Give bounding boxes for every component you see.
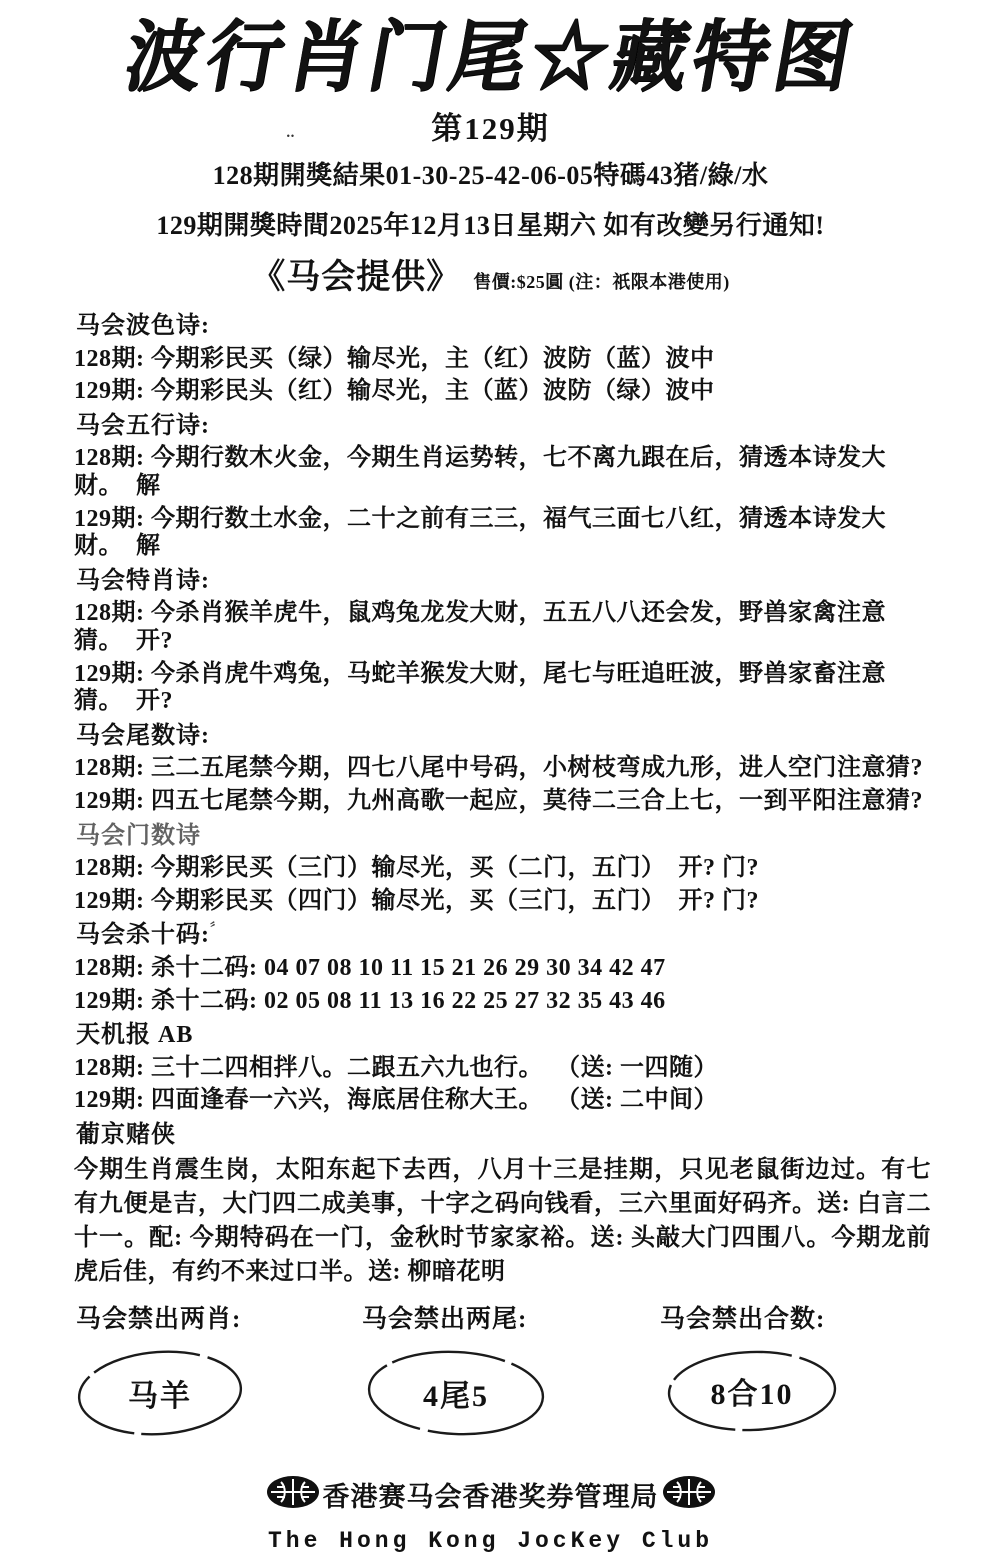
- section-heading: 天机报 AB: [76, 1022, 194, 1049]
- org-row: [265, 1473, 717, 1516]
- poem-line-129: 129期: 今期行数土水金，二十之前有三三，福气三面七八红，猜透本诗发大财。 解: [74, 505, 886, 560]
- previous-draw-result: 128期開獎結果01-30-25-42-06-05特碼43猪/綠/水: [212, 161, 769, 191]
- poem-paragraph: 今期生肖震生岗，太阳东起下去西，八月十三是挂期，只见老鼠街边过。有七有九便是吉，大门四二成美事，十字之码向钱看，三六里面好码齐。送: 白言二十一。配: 今期特码在一门，金秋时节家家裕。送: 头敲大门四围八。今期龙前虎后佳，有约不来过口半。送: 柳暗花明: [74, 1156, 931, 1285]
- poem-line-128: 128期: 三二五尾禁今期，四七八尾中号码，小树枝弯成九形，进人空门注意猜?: [74, 755, 923, 782]
- poem-line-128: 128期: 今杀肖猴羊虎牛，鼠鸡兔龙发大财，五五八八还会发，野兽家禽注意猜。 开?: [74, 600, 886, 655]
- poem-sections: [0, 298, 981, 1289]
- section-heading-text: 马会杀十码:: [76, 922, 210, 949]
- kill-numbers-128: 128期: 杀十二码: 04 07 08 10 11 15 21 26 29 30 34 42 47: [74, 954, 666, 981]
- section-heading: 马会波色诗:: [76, 313, 210, 340]
- poem-line-129: 129期: 今期彩民头（红）输尽光，主（蓝）波防（绿）波中: [74, 378, 715, 405]
- poem-line-128: 128期: 今期彩民买（三门）输尽光，买（二门，五门） 开? 门?: [74, 855, 759, 882]
- poem-line-129: 129期: 今杀肖虎牛鸡兔，马蛇羊猴发大财，尾七与旺追旺波，野兽家畜注意猜。 开?: [74, 660, 886, 715]
- forbidden-sum: [660, 1299, 838, 1433]
- section-bose-poem: [74, 313, 931, 406]
- section-shashima: [74, 922, 931, 1015]
- poem-line-129: 129期: 四面逢春一六兴，海底居住称大王。 （送: 二中间）: [74, 1087, 718, 1114]
- forbidden-sum-oval: [666, 1349, 838, 1433]
- poem-line-129: 129期: 四五七尾禁今期，九州高歌一起应，莫待二三合上七，一到平阳注意猜?: [74, 788, 923, 815]
- issue-row: [0, 103, 981, 148]
- forbidden-label: 马会禁出两肖:: [76, 1305, 242, 1333]
- section-heading: [76, 922, 931, 950]
- org-name-chinese: 香港赛马会香港奖券管理局: [322, 1481, 659, 1512]
- poem-line-128: 128期: 今期行数木火金，今期生肖运势转，七不离九跟在后，猜透本诗发大财。 解: [74, 445, 886, 500]
- forbidden-value: 马羊: [128, 1379, 192, 1413]
- forbidden-value: 8合10: [710, 1377, 794, 1411]
- forbidden-zodiac-oval: [76, 1349, 244, 1437]
- section-heading: 葡京赌侠: [76, 1121, 176, 1148]
- provider-row: [0, 249, 981, 298]
- section-wuxing-poem: [74, 413, 931, 561]
- kill-numbers-129: 129期: 杀十二码: 02 05 08 11 13 16 22 25 27 32 35 43 46: [74, 987, 666, 1014]
- page-title: 波行肖门尾☆藏特图: [118, 15, 863, 101]
- forbidden-label: 马会禁出两尾:: [362, 1305, 528, 1333]
- forbidden-label: 马会禁出合数:: [660, 1305, 826, 1333]
- section-heading: 马会尾数诗:: [76, 722, 210, 749]
- section-heading: 马会五行诗:: [76, 412, 210, 439]
- issue-number: 第129期: [431, 111, 550, 147]
- poem-line-128: 128期: 三十二四相拌八。二跟五六九也行。 （送: 一四随）: [74, 1054, 718, 1081]
- provider-label: 《马会提供》: [251, 259, 462, 297]
- section-weishu-poem: [74, 723, 931, 816]
- next-draw-time: 129期開獎時間2025年12月13日星期六 如有改變另行通知!: [156, 211, 825, 241]
- price-note: 售價:$25圓 (注：祇限本港使用): [473, 272, 730, 293]
- forbidden-two-zodiac: [76, 1299, 244, 1437]
- forbidden-value: 4尾5: [423, 1379, 489, 1413]
- section-pujing-duxia: [74, 1122, 931, 1289]
- org-name-english: The Hong Kong JocKey Club: [267, 1527, 714, 1554]
- section-heading: 马会门数诗: [76, 822, 201, 849]
- section-texiao-poem: [74, 568, 931, 716]
- poem-line-129: 129期: 今期彩民买（四门）输尽光，买（三门，五门） 开? 门?: [74, 887, 759, 914]
- footer: [0, 1473, 981, 1554]
- forbidden-row: [0, 1299, 981, 1451]
- print-artifact-dots: ‥: [286, 125, 298, 141]
- hkjc-seal-icon: [661, 1473, 717, 1516]
- forbidden-tails-oval: [366, 1349, 546, 1437]
- section-menshu-poem: [74, 823, 931, 916]
- poem-line-128: 128期: 今期彩民买（绿）输尽光，主（红）波防（蓝）波中: [74, 345, 715, 372]
- section-tianjibao: [74, 1022, 931, 1115]
- hkjc-seal-icon: [265, 1473, 321, 1516]
- section-heading: 马会特肖诗:: [76, 567, 210, 594]
- print-artifact-mark: 〞: [210, 921, 225, 937]
- masthead: [0, 16, 981, 101]
- forbidden-two-tails: [362, 1299, 546, 1437]
